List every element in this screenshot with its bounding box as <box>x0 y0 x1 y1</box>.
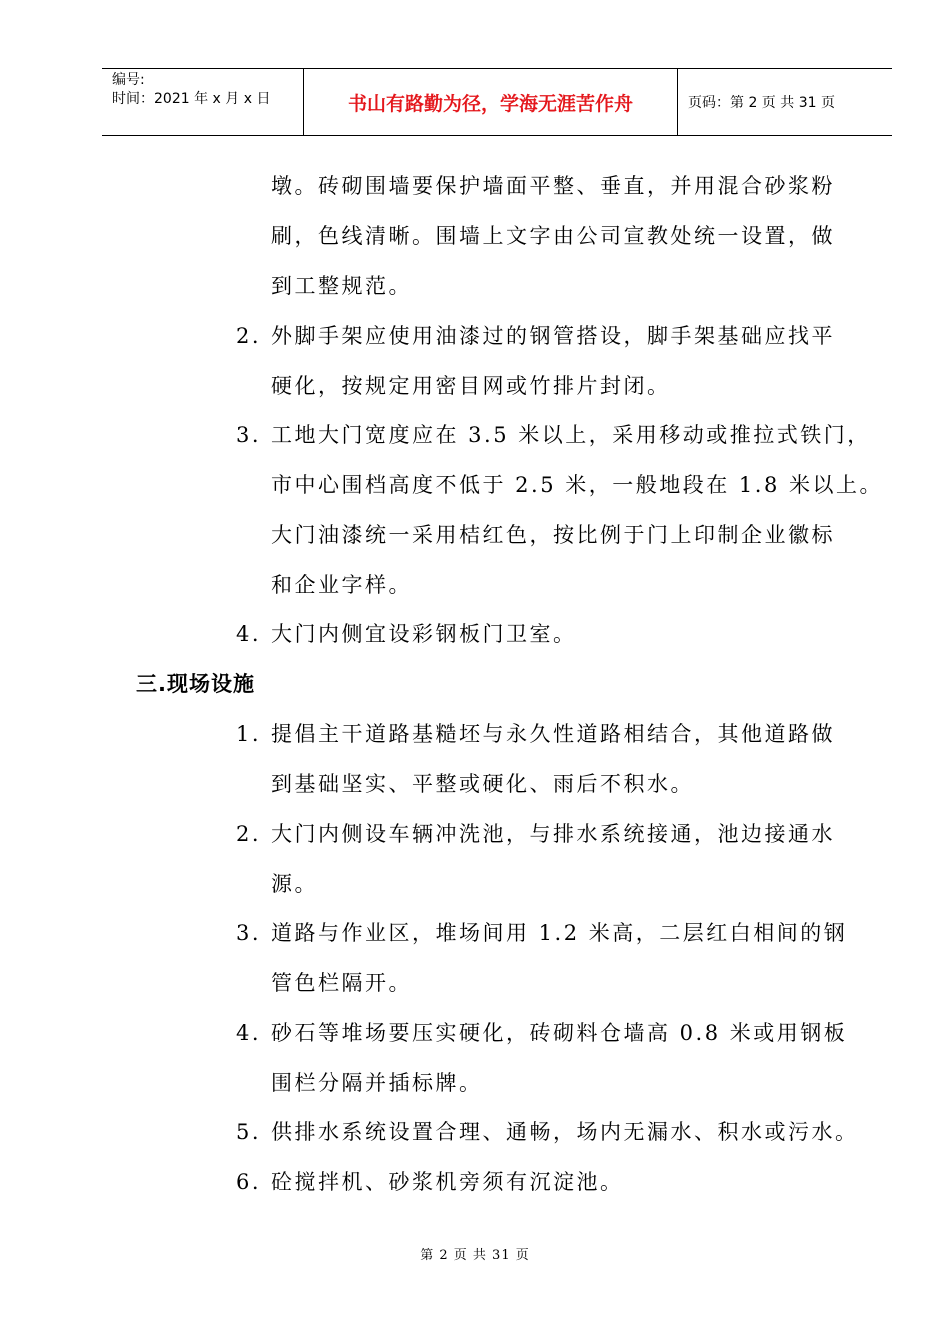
list-item-text: 源。 <box>271 872 318 896</box>
list-item-number: 5. <box>236 1120 262 1144</box>
list-item-text: 到基础坚实、平整或硬化、雨后不积水。 <box>271 772 694 796</box>
list-item-text: 砂石等堆场要压实硬化，砖砌料仓墙高 0.8 米或用钢板 <box>271 1021 848 1045</box>
list-item-number: 1. <box>236 722 262 746</box>
header-motto: 书山有路勤为径，学海无涯苦作舟 <box>304 69 678 135</box>
time-label: 时间：2021 年 x 月 x 日 <box>112 91 271 107</box>
list-item-number: 4. <box>236 1021 262 1045</box>
list-item-text: 大门内侧宜设彩钢板门卫室。 <box>271 622 577 646</box>
page-header <box>102 68 892 136</box>
list-item-text: 工地大门宽度应在 3.5 米以上，采用移动或推拉式铁门， <box>271 423 871 447</box>
list-item-text: 大门内侧设车辆冲洗池，与排水系统接通，池边接通水 <box>271 822 835 846</box>
list-item-text: 围栏分隔并插标牌。 <box>271 1071 483 1095</box>
list-item-number: 6. <box>236 1170 262 1194</box>
header-page-code: 页码：第 2 页 共 31 页 <box>688 95 835 111</box>
list-item-text: 供排水系统设置合理、通畅，场内无漏水、积水或污水。 <box>271 1120 859 1144</box>
list-item-text: 和企业字样。 <box>271 573 412 597</box>
text-line: 墩。砖砌围墙要保护墙面平整、垂直，并用混合砂浆粉 <box>271 174 835 198</box>
header-meta <box>102 69 304 135</box>
list-item-text: 硬化，按规定用密目网或竹排片封闭。 <box>271 374 671 398</box>
list-item-text: 砼搅拌机、砂浆机旁须有沉淀池。 <box>271 1170 624 1194</box>
page-footer: 第 2 页 共 31 页 <box>420 1248 530 1263</box>
text-line: 刷，色线清晰。围墙上文字由公司宣教处统一设置，做 <box>271 224 835 248</box>
text-line: 到工整规范。 <box>271 274 412 298</box>
list-item-number: 3. <box>236 921 262 945</box>
list-item-text: 市中心围档高度不低于 2.5 米，一般地段在 1.8 米以上。 <box>271 473 883 497</box>
list-item-text: 道路与作业区，堆场间用 1.2 米高，二层红白相间的钢 <box>271 921 848 945</box>
number-label: 编号: <box>112 72 145 88</box>
section-heading: 三.现场设施 <box>136 672 255 696</box>
list-item-number: 3. <box>236 423 262 447</box>
list-item-number: 2. <box>236 324 262 348</box>
list-item-text: 大门油漆统一采用桔红色，按比例于门上印制企业徽标 <box>271 523 835 547</box>
list-item-text: 提倡主干道路基糙坯与永久性道路相结合，其他道路做 <box>271 722 835 746</box>
list-item-number: 4. <box>236 622 262 646</box>
list-item-text: 外脚手架应使用油漆过的钢管搭设，脚手架基础应找平 <box>271 324 835 348</box>
list-item-number: 2. <box>236 822 262 846</box>
list-item-text: 管色栏隔开。 <box>271 971 412 995</box>
